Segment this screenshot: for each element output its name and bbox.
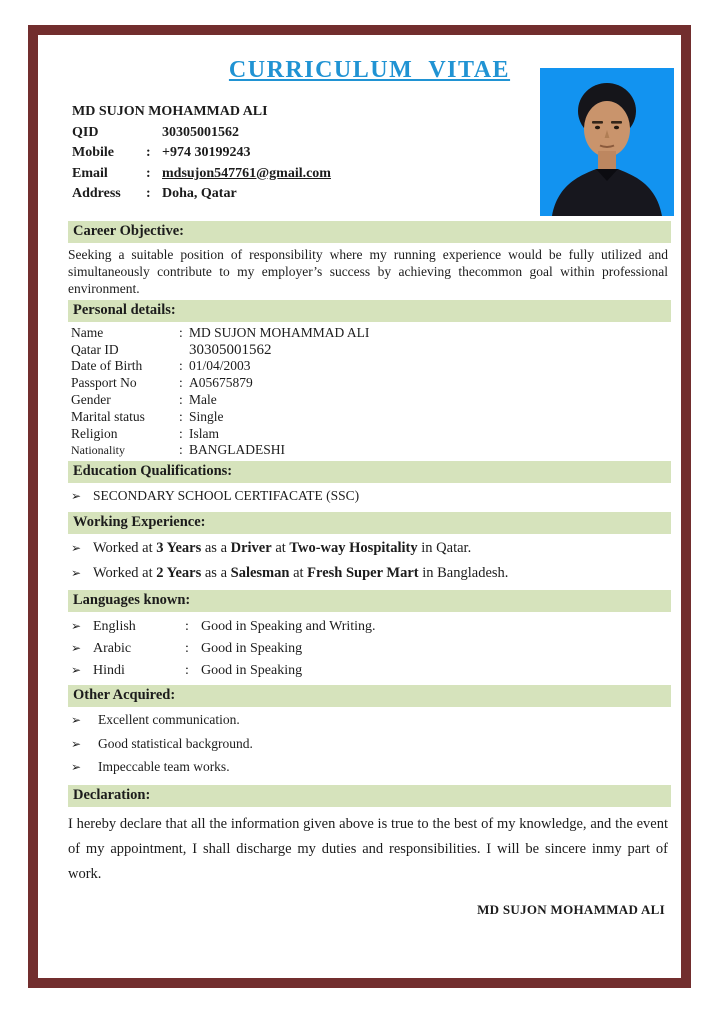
personal-value: Single — [189, 408, 224, 424]
bullet-arrow-icon: ➢ — [71, 663, 82, 678]
personal-separator: : — [179, 324, 183, 340]
applicant-photo — [540, 68, 674, 216]
section-header-other-acquired: Other Acquired: — [68, 685, 671, 707]
other-acquired-text: Excellent communication. — [98, 712, 240, 728]
experience-item-text: Worked at 3 Years as a Driver at Two-way Hospitality in Qatar. — [93, 540, 472, 557]
languages-list — [68, 617, 671, 680]
contact-value: Doha, Qatar — [162, 186, 237, 201]
contact-separator: : — [146, 145, 151, 160]
other-acquired-item — [68, 757, 671, 778]
eye-left — [595, 126, 600, 130]
language-level: Good in Speaking — [201, 641, 303, 657]
career-objective-text: Seeking a suitable position of responsibility where my running experience would be fully utilized and simultaneously contribute to my employer’s success by achieving thecommon goal within professional environment. — [68, 246, 668, 297]
contact-rows — [68, 123, 518, 205]
bullet-arrow-icon: ➢ — [71, 713, 82, 728]
other-acquired-item — [68, 734, 671, 755]
contact-label: Email — [72, 165, 108, 181]
bullet-arrow-icon: ➢ — [71, 619, 82, 634]
language-name: Arabic — [93, 641, 132, 657]
personal-label: Name — [71, 324, 104, 340]
contact-row — [68, 123, 518, 144]
language-level: Good in Speaking — [201, 663, 303, 679]
applicant-name: MD SUJON MOHAMMAD ALI — [72, 104, 268, 119]
personal-separator: : — [179, 391, 183, 407]
bullet-arrow-icon: ➢ — [71, 541, 82, 556]
personal-detail-row — [68, 442, 671, 459]
personal-separator: : — [179, 408, 183, 424]
personal-label: Date of Birth — [71, 358, 143, 374]
language-separator: : — [185, 619, 189, 635]
personal-value: Islam — [189, 425, 219, 441]
language-name: Hindi — [93, 663, 125, 679]
personal-separator: : — [179, 425, 183, 441]
language-separator: : — [185, 663, 189, 679]
portrait-illustration — [540, 68, 674, 216]
bullet-arrow-icon: ➢ — [71, 736, 82, 751]
declaration-text: I hereby declare that all the information given above is true to the best of my knowledge, and the event of my appointment, I shall discharge my duties and responsibilities. I will be sincere inmy part of work. — [68, 815, 668, 882]
face-shape — [584, 101, 630, 157]
personal-detail-row — [68, 409, 671, 426]
section-header-experience: Working Experience: — [68, 512, 671, 534]
section-header-declaration: Declaration: — [68, 785, 671, 807]
contact-value: +974 30199243 — [162, 145, 251, 160]
eyebrow-right — [611, 121, 622, 124]
other-acquired-text: Good statistical background. — [98, 735, 253, 751]
contact-row — [68, 143, 518, 164]
contact-value: 30305001562 — [162, 124, 239, 140]
language-item — [68, 661, 671, 680]
section-header-personal-details: Personal details: — [68, 300, 671, 322]
personal-label: Nationality — [71, 443, 125, 458]
eyebrow-left — [592, 121, 603, 124]
contact-label: Address — [72, 186, 121, 201]
language-item — [68, 639, 671, 658]
bullet-arrow-icon: ➢ — [71, 566, 82, 581]
eye-right — [614, 126, 619, 130]
personal-details-list — [68, 325, 671, 459]
personal-separator: : — [179, 375, 183, 391]
experience-item — [68, 538, 671, 559]
personal-value: Male — [189, 391, 217, 407]
experience-item-text: Worked at 2 Years as a Salesman at Fresh Super Mart in Bangladesh. — [93, 565, 509, 582]
contact-block — [68, 102, 518, 205]
personal-label: Gender — [71, 391, 111, 407]
personal-label: Religion — [71, 425, 118, 441]
section-header-education: Education Qualifications: — [68, 461, 671, 483]
personal-separator: : — [179, 358, 183, 374]
personal-separator — [179, 342, 189, 359]
contact-label: QID — [72, 124, 99, 140]
contact-label: Mobile — [72, 145, 114, 160]
contact-row — [68, 164, 518, 185]
personal-label: Passport No — [71, 375, 137, 391]
personal-detail-row — [68, 426, 671, 443]
language-name: English — [93, 619, 136, 635]
personal-detail-row — [68, 375, 671, 392]
language-level: Good in Speaking and Writing. — [201, 619, 376, 635]
personal-detail-row — [68, 358, 671, 375]
contact-separator: : — [146, 165, 151, 181]
page-title: CURRICULUM VITAE — [228, 57, 511, 83]
bullet-arrow-icon: ➢ — [71, 760, 82, 775]
personal-detail-row — [68, 392, 671, 409]
education-list — [68, 486, 671, 506]
experience-list — [68, 538, 671, 584]
personal-value: 01/04/2003 — [189, 358, 251, 374]
personal-value: 30305001562 — [189, 341, 272, 358]
other-acquired-item — [68, 710, 671, 731]
section-header-languages: Languages known: — [68, 590, 671, 612]
personal-label: Marital status — [71, 408, 145, 424]
language-separator: : — [185, 641, 189, 657]
personal-separator: : — [179, 442, 183, 458]
experience-item — [68, 563, 671, 584]
bullet-arrow-icon: ➢ — [71, 641, 82, 656]
contact-separator — [146, 123, 162, 144]
other-acquired-text: Impeccable team works. — [98, 759, 230, 775]
personal-value: BANGLADESHI — [189, 442, 285, 458]
personal-detail-row — [68, 325, 671, 342]
personal-value: A05675879 — [189, 375, 253, 391]
page-border-frame — [28, 25, 691, 988]
signature-name: MD SUJON MOHAMMAD ALI — [477, 902, 665, 917]
contact-value: mdsujon547761@gmail.com — [162, 165, 331, 181]
personal-value: MD SUJON MOHAMMAD ALI — [189, 324, 370, 340]
section-header-career-objective: Career Objective: — [68, 221, 671, 243]
personal-detail-row — [68, 342, 671, 359]
other-acquired-list — [68, 710, 671, 778]
contact-row — [68, 184, 518, 205]
personal-label: Qatar ID — [71, 341, 119, 357]
education-item-text: SECONDARY SCHOOL CERTIFACATE (SSC) — [93, 488, 360, 504]
contact-separator: : — [146, 186, 151, 201]
neck-shape — [598, 151, 616, 172]
bullet-arrow-icon: ➢ — [71, 489, 82, 504]
education-item — [68, 486, 671, 506]
language-item — [68, 617, 671, 636]
